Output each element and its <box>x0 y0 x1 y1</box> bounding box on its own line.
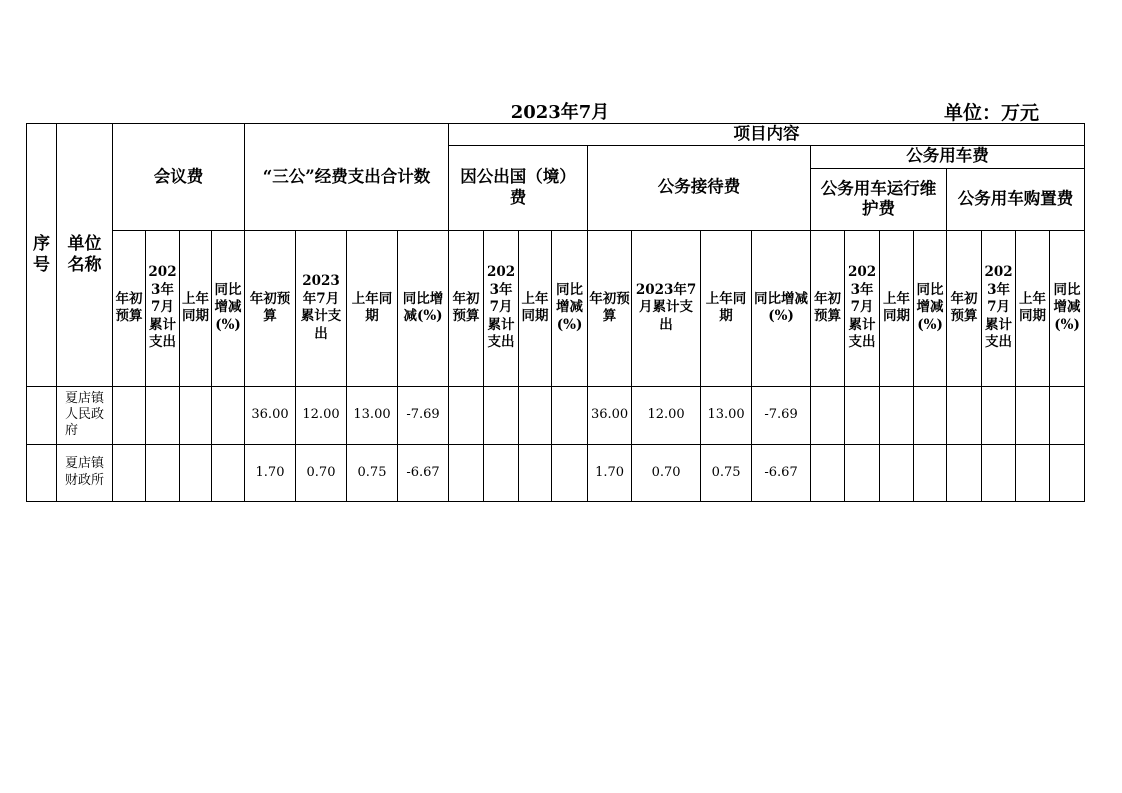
subheader-car-maintenance-last-year: 上年同期 <box>880 230 914 386</box>
cell-value: -6.67 <box>398 444 449 501</box>
subheader-meeting-last-year: 上年同期 <box>180 230 212 386</box>
subheader-meeting-cumulative: 2023年7月累计支出 <box>146 230 180 386</box>
subheader-car-purchase-yoy: 同比增减(%) <box>1050 230 1085 386</box>
cell-value <box>982 444 1016 501</box>
subheader-car-maintenance-budget: 年初预算 <box>811 230 845 386</box>
header-unit-name: 单位名称 <box>57 124 113 387</box>
subheader-car-maintenance-yoy: 同比增减(%) <box>914 230 947 386</box>
header-abroad: 因公出国（境）费 <box>449 145 588 230</box>
cell-value: 12.00 <box>632 386 701 444</box>
cell-value <box>880 444 914 501</box>
header-car: 公务用车费 <box>811 145 1085 168</box>
cell-value <box>1050 386 1085 444</box>
header-car-maintenance: 公务用车运行维护费 <box>811 168 947 230</box>
cell-value <box>947 444 982 501</box>
subheader-abroad-budget: 年初预算 <box>449 230 484 386</box>
cell-value <box>519 444 552 501</box>
cell-value <box>880 386 914 444</box>
cell-value: 0.70 <box>632 444 701 501</box>
cell-value <box>449 444 484 501</box>
subheader-car-maintenance-cumulative: 2023年7月累计支出 <box>845 230 880 386</box>
subheader-meeting-yoy: 同比增减(%) <box>212 230 245 386</box>
cell-unit-name: 夏店镇财政所 <box>57 444 113 501</box>
cell-value <box>212 386 245 444</box>
cell-value: 0.75 <box>701 444 752 501</box>
cell-value <box>146 444 180 501</box>
cell-value <box>113 386 146 444</box>
unit-label: 单位：万元 <box>944 102 1040 124</box>
cell-value <box>519 386 552 444</box>
subheader-car-purchase-cumulative: 2023年7月累计支出 <box>982 230 1016 386</box>
subheader-abroad-yoy: 同比增减(%) <box>552 230 588 386</box>
cell-value <box>146 386 180 444</box>
cell-value: 0.75 <box>347 444 398 501</box>
cell-value <box>914 444 947 501</box>
header-meeting: 会议费 <box>113 124 245 231</box>
cell-value: 36.00 <box>588 386 632 444</box>
report-title: 2023年7月 <box>510 102 610 123</box>
subheader-reception-last-year: 上年同期 <box>701 230 752 386</box>
subheader-car-purchase-last-year: 上年同期 <box>1016 230 1050 386</box>
subheader-sangong-yoy: 同比增减(%) <box>398 230 449 386</box>
subheader-car-purchase-budget: 年初预算 <box>947 230 982 386</box>
cell-seq <box>27 444 57 501</box>
cell-value: 13.00 <box>701 386 752 444</box>
cell-value <box>180 386 212 444</box>
cell-value: -7.69 <box>752 386 811 444</box>
cell-value: 13.00 <box>347 386 398 444</box>
cell-value <box>845 386 880 444</box>
cell-value: -7.69 <box>398 386 449 444</box>
cell-value <box>484 444 519 501</box>
cell-value <box>449 386 484 444</box>
cell-value <box>947 386 982 444</box>
table-row <box>27 444 1085 501</box>
header-reception: 公务接待费 <box>588 145 811 230</box>
cell-value <box>552 386 588 444</box>
cell-value <box>811 386 845 444</box>
subheader-reception-yoy: 同比增减(%) <box>752 230 811 386</box>
cell-value: 0.70 <box>296 444 347 501</box>
cell-value <box>1050 444 1085 501</box>
table-row <box>27 386 1085 444</box>
cell-value <box>1016 386 1050 444</box>
expense-table <box>26 123 1085 502</box>
subheader-abroad-cumulative: 2023年7月累计支出 <box>484 230 519 386</box>
cell-value <box>982 386 1016 444</box>
header-sangong-total: “三公”经费支出合计数 <box>245 124 449 231</box>
cell-seq <box>27 386 57 444</box>
cell-value: 36.00 <box>245 386 296 444</box>
cell-value <box>914 386 947 444</box>
subheader-reception-budget: 年初预算 <box>588 230 632 386</box>
cell-unit-name: 夏店镇人民政府 <box>57 386 113 444</box>
header-project-content: 项目内容 <box>449 124 1085 146</box>
header-car-purchase: 公务用车购置费 <box>947 168 1085 230</box>
cell-value <box>552 444 588 501</box>
subheader-sangong-budget: 年初预算 <box>245 230 296 386</box>
cell-value <box>484 386 519 444</box>
cell-value: 1.70 <box>588 444 632 501</box>
header-seq: 序号 <box>27 124 57 387</box>
cell-value <box>1016 444 1050 501</box>
cell-value <box>212 444 245 501</box>
cell-value <box>811 444 845 501</box>
subheader-sangong-cumulative: 2023年7月累计支出 <box>296 230 347 386</box>
cell-value: 1.70 <box>245 444 296 501</box>
cell-value: -6.67 <box>752 444 811 501</box>
cell-value <box>113 444 146 501</box>
subheader-meeting-budget: 年初预算 <box>113 230 146 386</box>
subheader-sangong-last-year: 上年同期 <box>347 230 398 386</box>
cell-value: 12.00 <box>296 386 347 444</box>
subheader-abroad-last-year: 上年同期 <box>519 230 552 386</box>
subheader-reception-cumulative: 2023年7月累计支出 <box>632 230 701 386</box>
cell-value <box>180 444 212 501</box>
cell-value <box>845 444 880 501</box>
